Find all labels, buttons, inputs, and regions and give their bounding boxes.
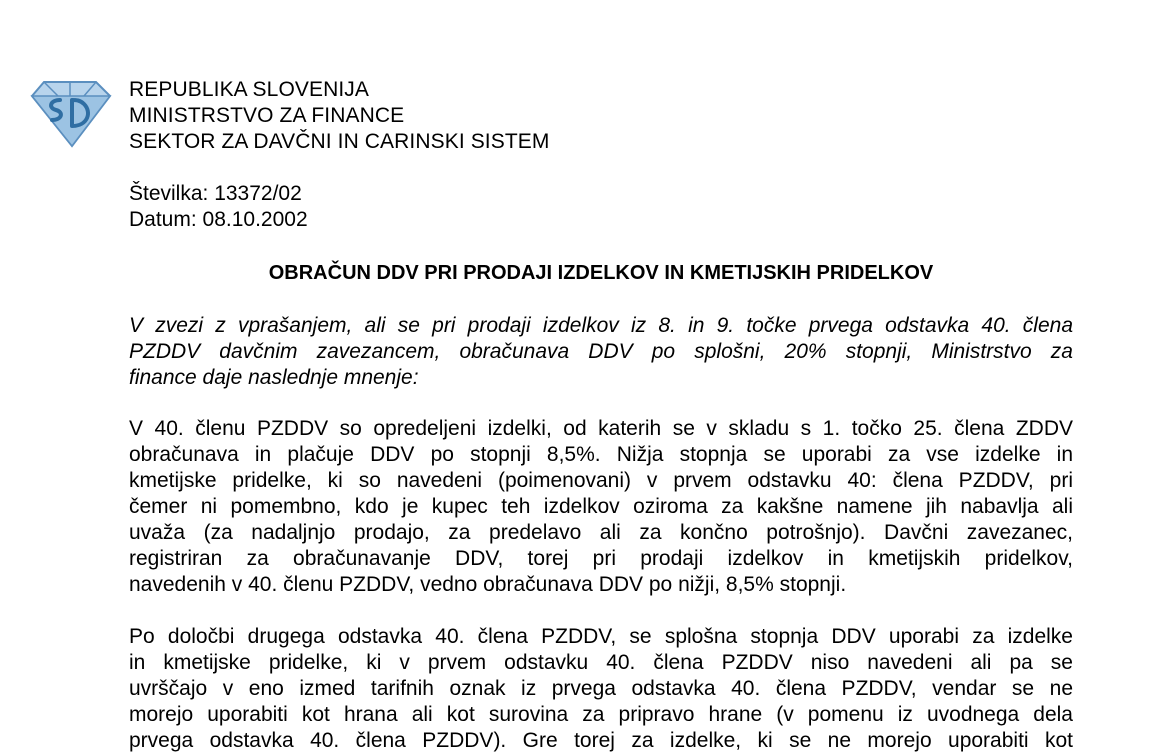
document-number: Številka: 13372/02 (129, 182, 302, 205)
paragraph-line: kmetijske pridelke, ki so navedeni (poimenovani) v prvem odstavku 40: člena PZDDV, pri (129, 469, 1073, 492)
ministry-header (129, 77, 549, 155)
intro-line: V zvezi z vprašanjem, ali se pri prodaji izdelkov iz 8. in 9. točke prvega odstavka 40. člena (129, 314, 1073, 337)
header-line-ministry: MINISTRSTVO ZA FINANCE (129, 104, 405, 127)
body-paragraph-2 (129, 624, 1073, 754)
paragraph-line: morejo uporabiti kot hrana ali kot surovina za pripravo hrane (v pomenu iz uvodnega dela (129, 703, 1073, 726)
ministry-logo-icon (28, 74, 114, 150)
paragraph-line: V 40. členu PZDDV so opredeljeni izdelki, od katerih se v skladu s 1. točko 25. člena ZDDV (129, 417, 1073, 440)
paragraph-line: in kmetijske pridelke, ki v prvem odstavku 40. člena PZDDV niso navedeni ali pa se (129, 651, 1073, 674)
paragraph-line: navedenih v 40. členu PZDDV, vedno obračunava DDV po nižji, 8,5% stopnji. (129, 573, 847, 596)
header-line-sector: SEKTOR ZA DAVČNI IN CARINSKI SISTEM (129, 130, 550, 153)
paragraph-line: obračunava in plačuje DDV po stopnji 8,5%. Nižja stopnja se uporabi za vse izdelke in (129, 443, 1073, 466)
document-meta (129, 181, 308, 233)
body-paragraph-1 (129, 416, 1073, 598)
paragraph-line: uvaža (za nadaljnjo prodajo, za predelavo ali za končno potrošnjo). Davčni zavezanec, (129, 521, 1073, 544)
paragraph-line: uvrščajo v eno izmed tarifnih oznak iz prvega odstavka 40. člena PZDDV, vendar se ne (129, 677, 1073, 700)
paragraph-line: prvega odstavka 40. člena PZDDV). Gre torej za izdelke, ki se ne morejo uporabiti kot (129, 729, 1073, 752)
intro-line: PZDDV davčnim zavezancem, obračunava DDV po splošni, 20% stopnji, Ministrstvo za (129, 340, 1073, 363)
intro-line: finance daje naslednje mnenje: (129, 366, 419, 389)
document-title: OBRAČUN DDV PRI PRODAJI IZDELKOV IN KMETIJSKIH PRIDELKOV (268, 262, 934, 284)
intro-paragraph (129, 313, 1073, 391)
paragraph-line: Po določbi drugega odstavka 40. člena PZDDV, se splošna stopnja DDV uporabi za izdelke (129, 625, 1073, 648)
paragraph-line: čemer ni pomembno, kdo je kupec teh izdelkov oziroma za kakšne namene jih nabavlja ali (129, 495, 1073, 518)
header-line-republic: REPUBLIKA SLOVENIJA (129, 78, 369, 101)
paragraph-line: registriran za obračunavanje DDV, torej pri prodaji izdelkov in kmetijskih pridelkov, (129, 547, 1073, 570)
document-date: Datum: 08.10.2002 (129, 208, 308, 231)
